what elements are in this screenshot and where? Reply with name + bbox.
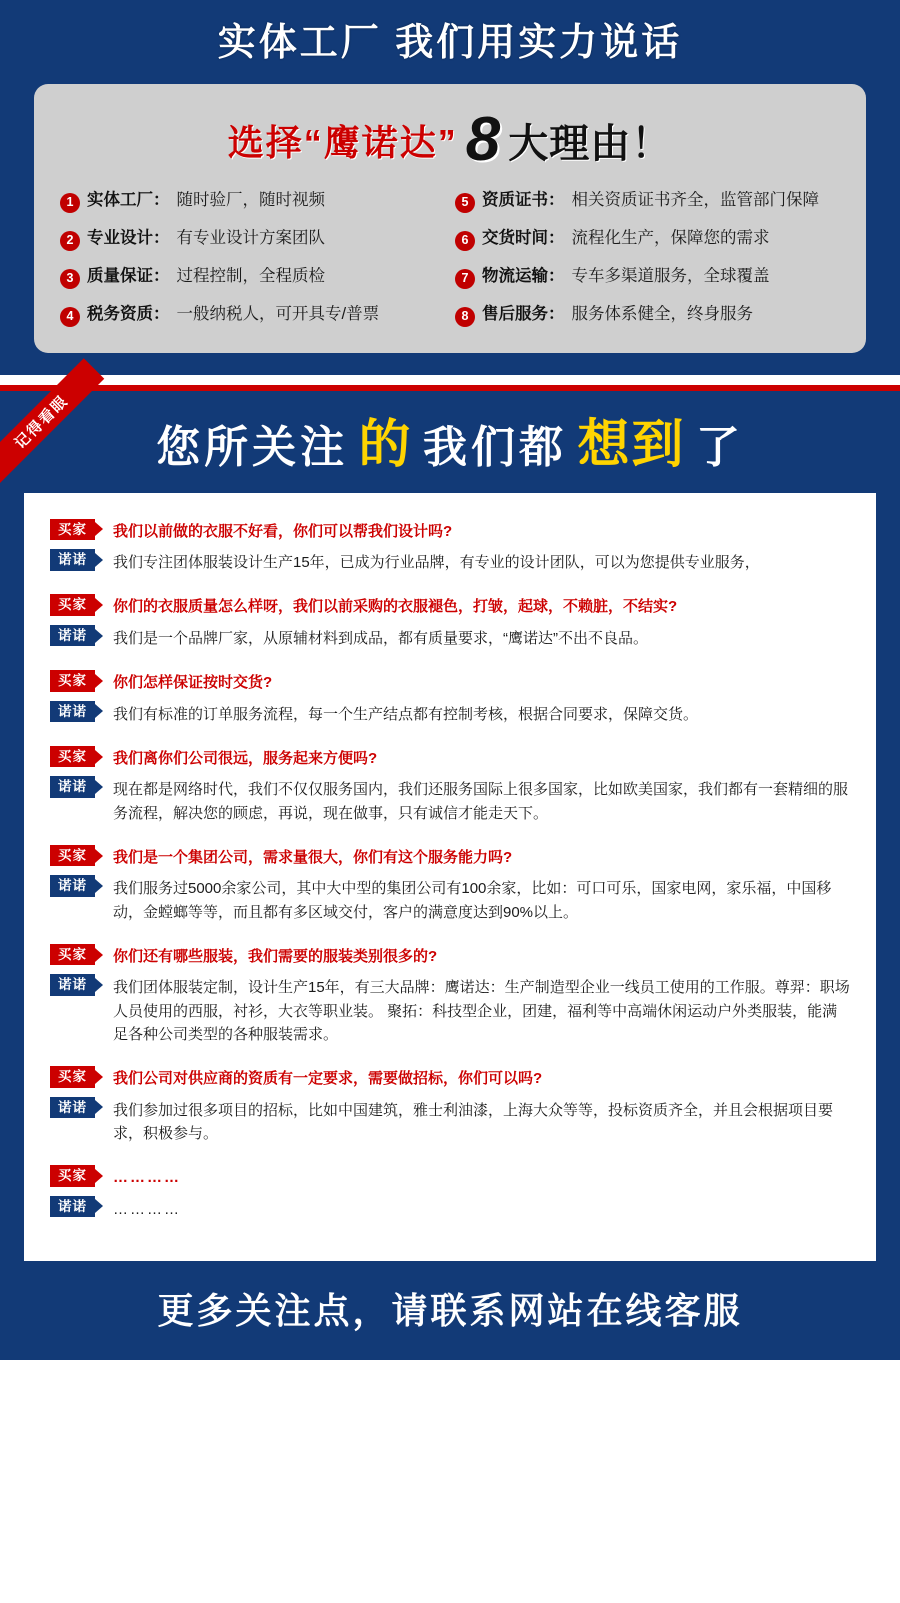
headline-number: 8 xyxy=(465,105,501,175)
faq-question-row xyxy=(50,670,850,695)
reason-number-badge: 6 xyxy=(455,231,475,251)
faq-question: 我们离你们公司很远，服务起来方便吗? xyxy=(113,749,378,767)
reason-label: 税务资质： xyxy=(87,304,170,323)
reason-item xyxy=(60,267,445,289)
faq-answer: 现在都是网络时代，我们不仅仅服务国内，我们还服务国际上很多国家，比如欧美国家，我们都有一套精细的服务流程，解决您的顾虑，再说，现在做事，只有诚信才能走天下。 xyxy=(113,781,849,822)
buyer-tag: 买家 xyxy=(50,845,95,867)
reason-item xyxy=(60,305,445,327)
faq-question-row xyxy=(50,746,850,771)
reason-item xyxy=(455,305,840,327)
reason-number-badge: 2 xyxy=(60,231,80,251)
faq-item xyxy=(50,845,850,924)
faq-answer: 我们有标准的订单服务流程，每一个生产结点都有控制考核，根据合同要求，保障交货。 xyxy=(113,705,699,723)
buyer-tag: 买家 xyxy=(50,670,95,692)
reason-text: 过程控制，全程质检 xyxy=(176,266,325,285)
reasons-section xyxy=(0,0,900,375)
buyer-tag: 买家 xyxy=(50,944,95,966)
faq-question-row xyxy=(50,1165,850,1190)
faq-answer: ………… xyxy=(113,1200,181,1218)
reason-number-badge: 8 xyxy=(455,307,475,327)
faq-answer-row xyxy=(50,776,850,825)
headline-suffix: 大理由！ xyxy=(508,121,673,166)
reason-label: 实体工厂： xyxy=(87,190,170,209)
buyer-tag: 买家 xyxy=(50,1165,95,1187)
answer-tag: 诺诺 xyxy=(50,549,95,571)
headline-prefix: 选择“鹰诺达” xyxy=(227,121,458,163)
reason-text: 随时验厂，随时视频 xyxy=(176,190,325,209)
reason-label: 交货时间： xyxy=(482,228,565,247)
faq-answer-row xyxy=(50,625,850,650)
faq-question: 我们公司对供应商的资质有一定要求，需要做招标，你们可以吗? xyxy=(113,1070,543,1087)
faq-item xyxy=(50,1066,850,1145)
faq-answer-row xyxy=(50,875,850,924)
footer-section xyxy=(0,1261,900,1360)
reason-label: 售后服务： xyxy=(482,304,565,323)
reason-text: 专车多渠道服务，全球覆盖 xyxy=(571,266,770,285)
reason-number-badge: 4 xyxy=(60,307,80,327)
faq-question: 你们还有哪些服装，我们需要的服装类别很多的? xyxy=(113,947,438,965)
faq-answer-row xyxy=(50,1097,850,1146)
corner-ribbon: 记得看眼 xyxy=(0,358,104,485)
reason-number-badge: 3 xyxy=(60,269,80,289)
faq-question: 我们是一个集团公司，需求量很大，你们有这个服务能力吗? xyxy=(113,848,513,866)
buyer-tag: 买家 xyxy=(50,746,95,768)
reason-item xyxy=(455,229,840,251)
faq-question-row xyxy=(50,1066,850,1091)
faq-question-row xyxy=(50,944,850,969)
reason-text: 相关资质证书齐全，监管部门保障 xyxy=(571,190,819,209)
faq-section-title xyxy=(0,391,900,493)
reasons-headline xyxy=(60,104,840,191)
section-divider xyxy=(0,375,900,385)
reason-item xyxy=(60,229,445,251)
reason-text: 有专业设计方案团队 xyxy=(176,228,325,247)
title-part-4: 想到 xyxy=(577,415,686,474)
faq-answer-row xyxy=(50,701,850,726)
faq-card xyxy=(24,493,876,1261)
faq-section xyxy=(0,385,900,1360)
reason-label: 专业设计： xyxy=(87,228,170,247)
faq-item xyxy=(50,519,850,575)
faq-item xyxy=(50,670,850,726)
answer-tag: 诺诺 xyxy=(50,1196,95,1218)
faq-answer-row xyxy=(50,1196,850,1221)
faq-question: 你们的衣服质量怎么样呀，我们以前采购的衣服褪色，打皱，起球，不赖脏，不结实? xyxy=(113,598,678,616)
reasons-grid xyxy=(60,191,840,327)
faq-answer: 我们团体服装定制，设计生产15年，有三大品牌：鹰诺达：生产制造型企业一线员工使用的工作服。尊羿：职场人员使用的西服，衬衫，大衣等职业装。 聚拓：科技型企业，团建，福利等中高端休闲运动户外类服装，能满足各种公司类型的各种服装需求。 xyxy=(113,979,850,1043)
faq-answer: 我们是一个品牌厂家，从原辅材料到成品，都有质量要求，“鹰诺达”不出不良品。 xyxy=(113,629,648,647)
reason-item xyxy=(455,267,840,289)
buyer-tag: 买家 xyxy=(50,594,95,616)
faq-question: 你们怎样保证按时交货? xyxy=(113,674,273,691)
reason-number-badge: 1 xyxy=(60,193,80,213)
faq-item xyxy=(50,944,850,1046)
title-part-1: 您所关注 xyxy=(156,422,349,472)
answer-tag: 诺诺 xyxy=(50,776,95,798)
reason-number-badge: 5 xyxy=(455,193,475,213)
reason-item xyxy=(60,191,445,213)
faq-item xyxy=(50,1165,850,1221)
title-part-3: 我们都 xyxy=(423,422,567,472)
faq-answer-row xyxy=(50,974,850,1046)
reason-label: 资质证书： xyxy=(482,190,565,209)
answer-tag: 诺诺 xyxy=(50,701,95,723)
footer-text: 更多关注点，请联系网站在线客服 xyxy=(157,1289,743,1331)
reasons-panel xyxy=(34,84,866,353)
answer-tag: 诺诺 xyxy=(50,875,95,897)
faq-question: ………… xyxy=(113,1169,181,1186)
faq-question-row xyxy=(50,594,850,619)
answer-tag: 诺诺 xyxy=(50,974,95,996)
faq-answer-row xyxy=(50,549,850,574)
faq-question: 我们以前做的衣服不好看，你们可以帮我们设计吗? xyxy=(113,522,453,540)
reason-label: 质量保证： xyxy=(87,266,170,285)
faq-item xyxy=(50,594,850,650)
faq-item xyxy=(50,746,850,825)
faq-answer: 我们参加过很多项目的招标，比如中国建筑，雅士利油漆，上海大众等等，投标资质齐全，并且会根据项目要求，积极参与。 xyxy=(113,1101,834,1142)
reason-text: 服务体系健全，终身服务 xyxy=(571,304,753,323)
answer-tag: 诺诺 xyxy=(50,1097,95,1119)
reason-label: 物流运输： xyxy=(482,266,565,285)
answer-tag: 诺诺 xyxy=(50,625,95,647)
buyer-tag: 买家 xyxy=(50,519,95,541)
reason-text: 一般纳税人，可开具专/普票 xyxy=(176,304,380,323)
reason-item xyxy=(455,191,840,213)
reason-number-badge: 7 xyxy=(455,269,475,289)
title-part-2: 的 xyxy=(358,415,413,474)
title-part-5: 了 xyxy=(695,422,744,472)
faq-question-row xyxy=(50,845,850,870)
buyer-tag: 买家 xyxy=(50,1066,95,1088)
section1-banner-title: 实体工厂 我们用实力说话 xyxy=(217,22,683,64)
faq-answer: 我们专注团体服装设计生产15年，已成为行业品牌，有专业的设计团队，可以为您提供专业服务， xyxy=(113,554,760,571)
faq-question-row xyxy=(50,519,850,544)
reason-text: 流程化生产，保障您的需求 xyxy=(571,228,770,247)
faq-answer: 我们服务过5000余家公司，其中大中型的集团公司有100余家，比如：可口可乐，国家电网，家乐福，中国移动，金螳螂等等，而且都有多区域交付，客户的满意度达到90%以上。 xyxy=(113,880,832,921)
